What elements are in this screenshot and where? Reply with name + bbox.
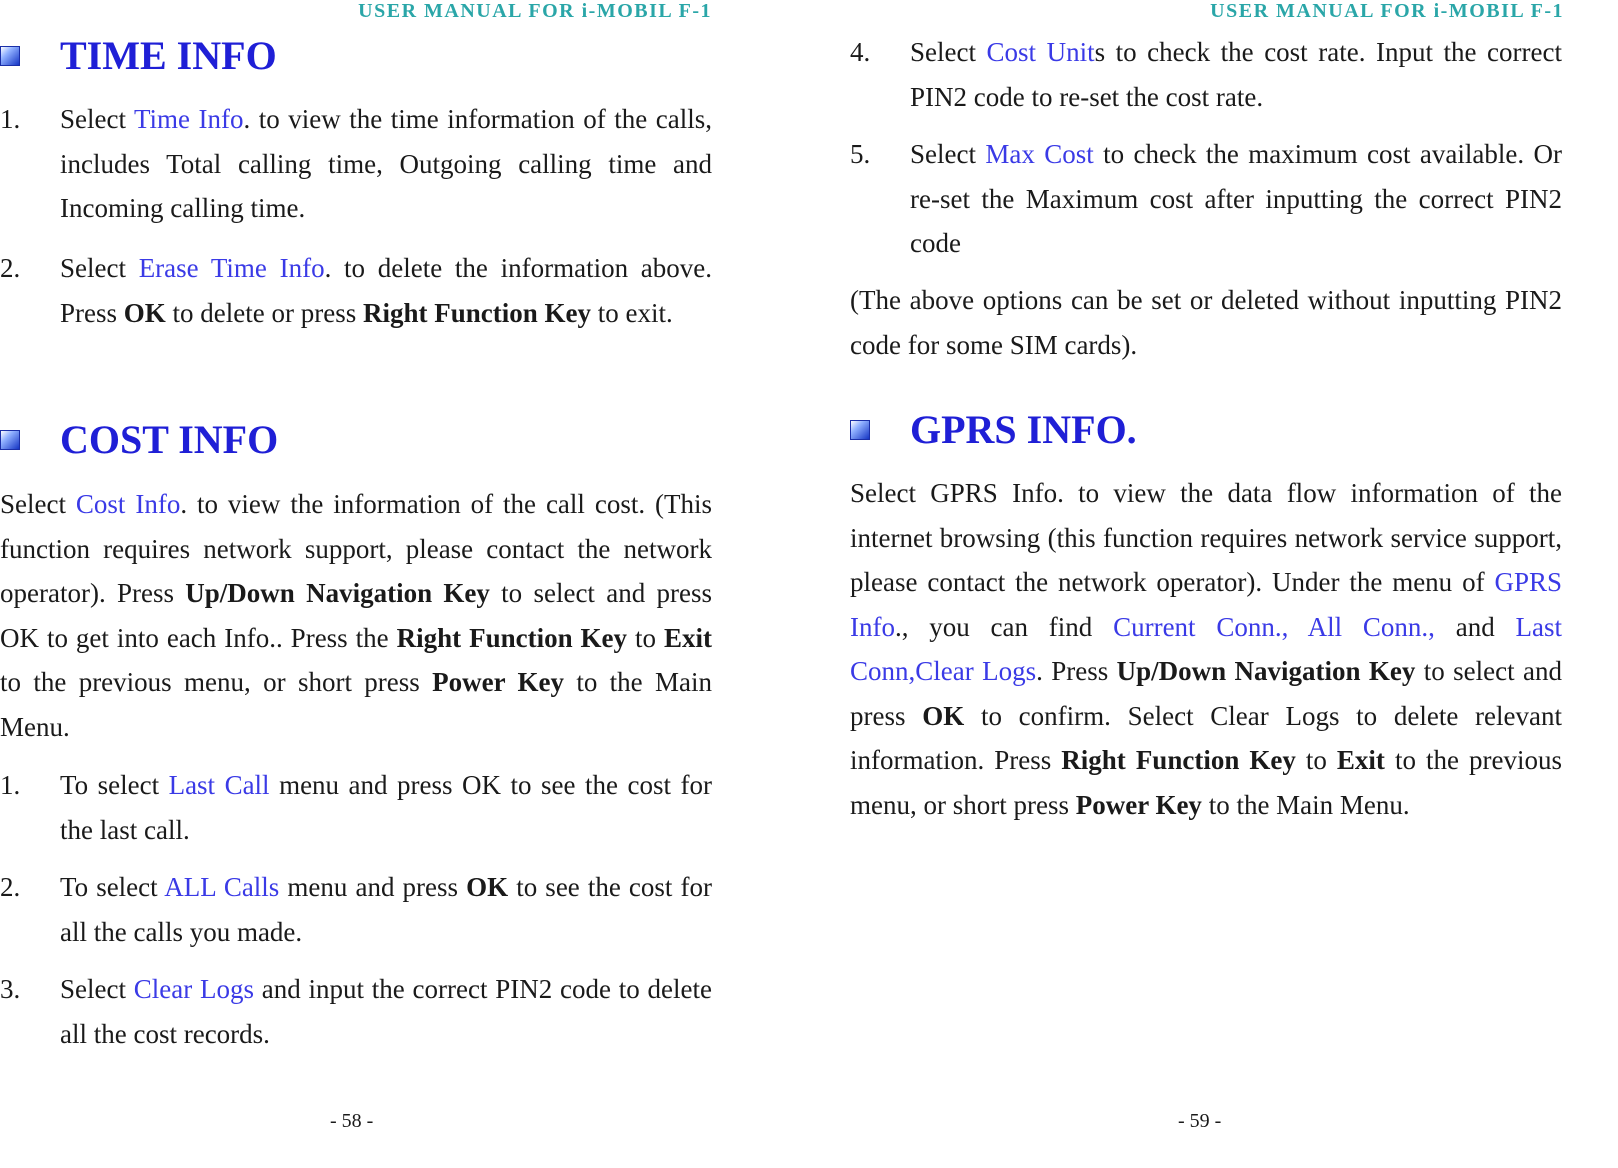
sim-note: (The above options can be set or deleted without inputting PIN2 code for some SIM cards). [850, 285, 1562, 360]
running-header: USER MANUAL FOR i-MOBIL F-1 [1210, 0, 1564, 22]
running-header: USER MANUAL FOR i-MOBIL F-1 [358, 0, 712, 22]
page-58 [0, 0, 740, 1168]
bullet-square-icon [0, 430, 20, 450]
cost-info-intro: Select Cost Info. to view the information of the call cost. (This function requires network support, please contact the network operator). Press Up/Down Navigation Key to select and press OK to get into each Info.. Press the Right Function Key to Exit to the previous menu, or short press Power Key to the Main Menu. [0, 489, 713, 742]
list-item: 3. Select Clear Logs and input the correct PIN2 code to delete all the cost records. [0, 974, 712, 1049]
list-item: 2. Select Erase Time Info. to delete the information above. Press OK to delete or press Right Function Key to exit. [0, 253, 713, 328]
list-item: 2. To select ALL Calls menu and press OK to see the cost for all the calls you made. [0, 872, 712, 947]
list-item: 5. Select Max Cost to check the maximum cost available. Or re-set the Maximum cost after inputting the correct PIN2 code [850, 139, 1562, 258]
page-59 [850, 0, 1564, 1168]
bullet-square-icon [850, 420, 870, 440]
page-number: - 58 - [330, 1110, 374, 1132]
list-item: 4. Select Cost Units to check the cost rate. Input the correct PIN2 code to re-set the cost rate. [850, 37, 1562, 112]
list-item: 1. Select Time Info. to view the time information of the calls, includes Total calling time, Outgoing calling time and Incoming calling time. [0, 104, 713, 223]
bullet-square-icon [0, 46, 20, 66]
cost-info-heading: COST INFO [0, 417, 278, 463]
gprs-info-heading: GPRS INFO. [850, 407, 1137, 453]
time-info-heading: TIME INFO [0, 33, 277, 79]
gprs-info-body: Select GPRS Info. to view the data flow information of the internet browsing (this function requires network service support, please contact the network operator). Under the menu of GPRS Info., you can find Current Conn., All Conn., and Last Conn,Clear Logs. Press Up/Down Navigation Key to select and press OK to confirm. Select Clear Logs to delete relevant information. Press Right Function Key to Exit to the previous menu, or short press Power Key to the Main Menu. [850, 478, 1563, 820]
list-item: 1. To select Last Call menu and press OK to see the cost for the last call. [0, 770, 712, 845]
page-number: - 59 - [1178, 1110, 1222, 1132]
